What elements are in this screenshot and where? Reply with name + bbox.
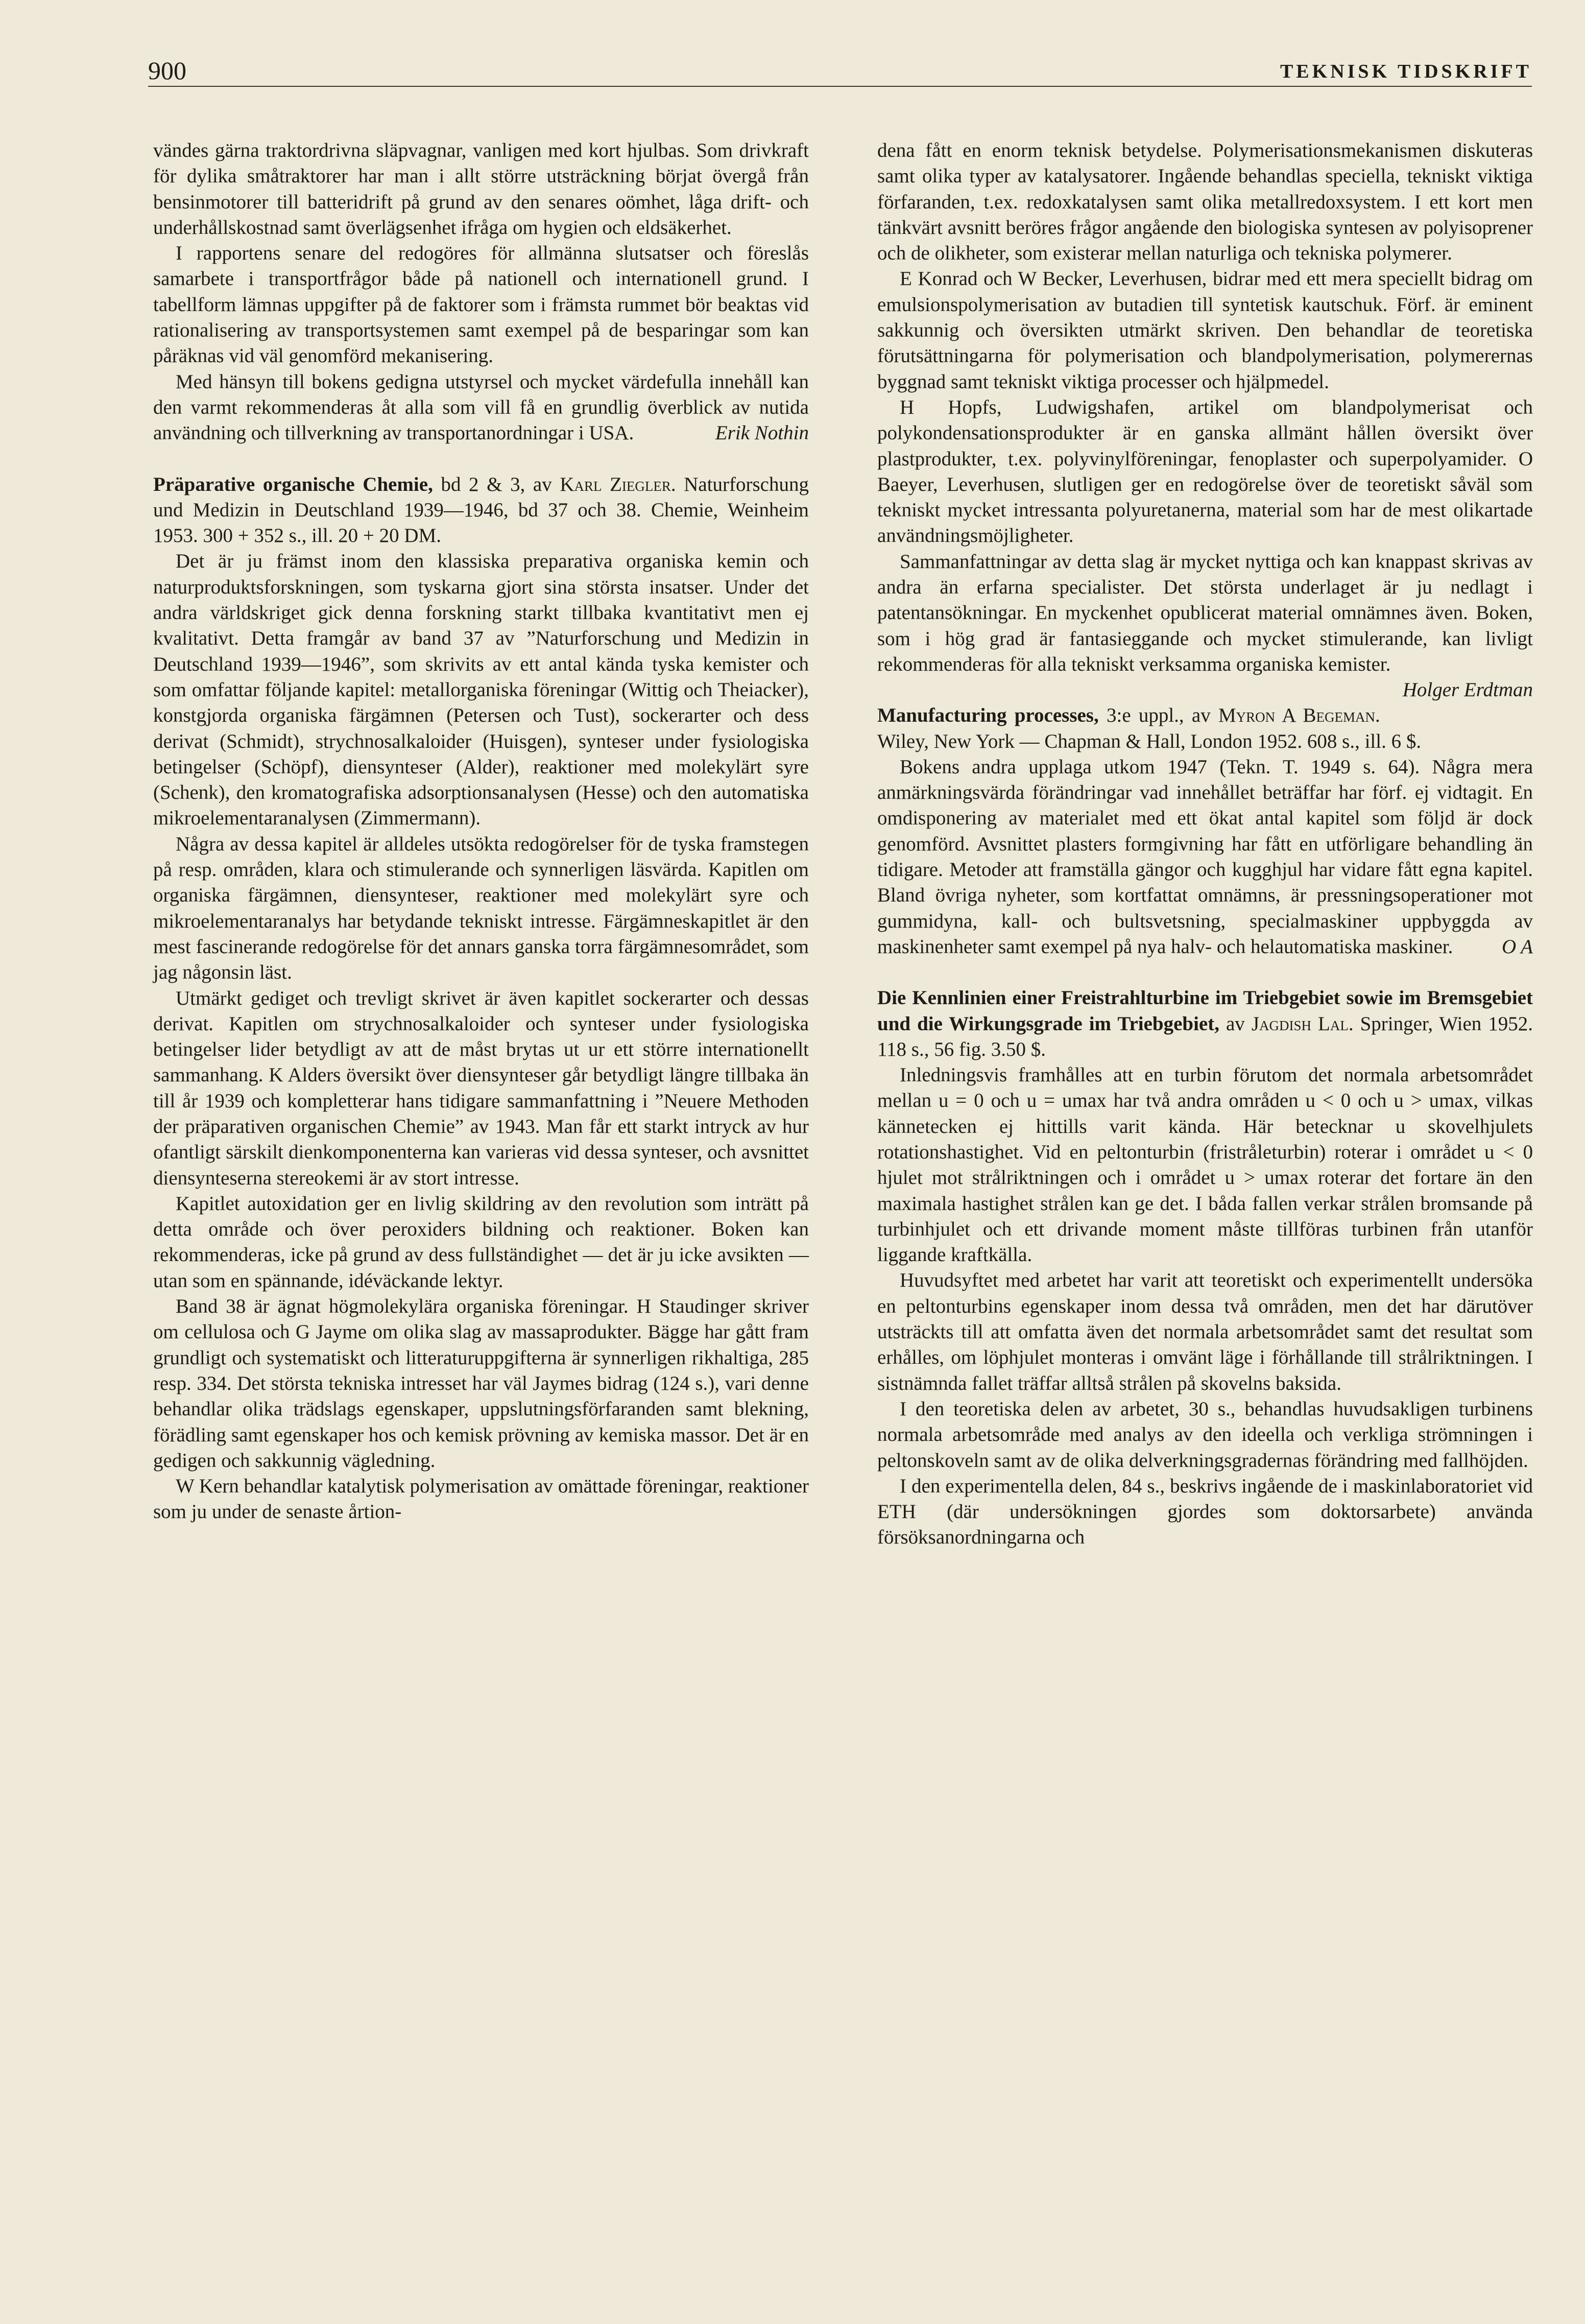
paragraph-text: Bokens andra upplaga utkom 1947 (Tekn. T. 1949 s. 64). Några mera anmärkningsvärda förändringar vad innehållet beträffar har förf. ej vidtagit. En omdisponering av materialet med ett ökat antal kapitel som följd är dock genomförd. Avsnittet plasters formgivning har fått en utförligare behandling än tidigare. Metoder att framställa gängor och kugghjul har vidare fått egna kapitel. Bland övriga nyheter, som kortfattat omnämns, är pressningsoperationer mot gummidyna, kall- och bultsvetsning, specialmaskiner uppbyggda av maskinenheter samt exempel på nya halv- och helautomatiska maskiner. — [877, 755, 1533, 958]
paragraph: Inledningsvis framhålles att en turbin förutom det normala arbetsområdet mellan u = 0 och u = umax har två andra områden u < 0 och u > umax, vilkas kännetecken ej hittills varit kända. Här betecknar u skovelhjulets rotationshastighet. Vid en peltonturbin (fristråleturbin) roterar i området u < 0 hjulet mot strålriktningen och i området u > umax roterar det fortare än den maximala hastighet strålen kan ge det. I båda fallen verkar strålen bromsande på turbinhjulet och ett drivande moment måste tillföras turbinen från utanför liggande kraftkälla. — [877, 1064, 1533, 1266]
paragraph: I den experimentella delen, 84 s., beskrivs ingående de i maskinlaboratoriet vid ETH (där undersökningen gjordes som doktorsarbete) använda försöksanordningarna och — [877, 1475, 1533, 1549]
book-title: Manufacturing processes, — [877, 704, 1099, 727]
journal-title: TEKNISK TIDSKRIFT — [1280, 61, 1532, 82]
paragraph: vändes gärna traktordrivna släpvagnar, vanligen med kort hjulbas. Som drivkraft för dylika småtraktorer har man i allt större utsträckning börjat övergå från bensinmotorer till batteridrift på grund av den senares oömhet, låga drift- och underhållskostnad samt överlägsenhet ifråga om hygien och eldsäkerhet. — [153, 139, 809, 239]
reviewer-signature: O A — [1501, 935, 1533, 958]
book-author: Jagdish Lal — [1251, 1012, 1349, 1035]
right-column — [877, 138, 1533, 1551]
paragraph: I den teoretiska delen av arbetet, 30 s., behandlas huvudsakligen turbinens normala arbetsområde med analys av den ideella och verkliga strömningen i peltonskoveln samt av de olika delverkningsgradernas förändring med fallhöjden. — [877, 1397, 1533, 1472]
book-author: Myron A Begeman — [1218, 704, 1375, 727]
paragraph: H Hopfs, Ludwigshafen, artikel om blandpolymerisat och polykondensationsprodukter är en ganska allmänt hållen översikt över plastprodukter, t.ex. polyvinylföreningar, fenoplaster och superpolyamider. O Baeyer, Leverhusen, slutligen ger en redogörelse över de teoretiskt såväl som tekniskt mycket intressanta polyuretanerna, material som har de mest olikartade användningsmöjligheter. — [877, 396, 1533, 547]
book-author: Karl Ziegler — [560, 473, 671, 495]
paragraph-text: Med hänsyn till bokens gedigna utstyrsel och mycket värdefulla innehåll kan den varmt rekommenderas åt alla som vill få en grundlig överblick av nutida användning och tillverkning av transportanordningar i USA. — [153, 370, 809, 444]
book-title: Die Kennlinien einer Freistrahlturbine im Triebgebiet sowie im Bremsgebiet und die Wirkungsgrade im Triebgebiet, — [877, 987, 1533, 1035]
paragraph: Utmärkt gediget och trevligt skrivet är även kapitlet sockerarter och dessas derivat. Kapitlen om strychnosalkaloider och synteser under fysiologiska betingelser lider betydligt av att de måst brytas ut ur ett större internationellt sammanhang. K Alders översikt över diensynteser går betydligt längre tillbaka än till år 1939 och kompletterar hans tidigare sammanfattning i ”Neuere Methoden der präparativen organischen Chemie” av 1943. Man får ett starkt intryck av hur ofantligt särskilt dienkomponenterna kan varieras vid dessa synteser, och avsnittet diensynteserna stereokemi är av stort intresse. — [153, 987, 809, 1189]
paragraph: E Konrad och W Becker, Leverhusen, bidrar med ett mera speciellt bidrag om emulsionspolymerisation av butadien till syntetisk kautschuk. Förf. är eminent sakkunnig och översikten utmärkt skriven. Den behandlar de teoretiska förutsättningarna för polymerisation och blandpolymerisation, polymerernas byggnad samt tekniskt viktiga processer och hjälpmedel. — [877, 268, 1533, 393]
paragraph: Några av dessa kapitel är alldeles utsökta redogörelser för de tyska framstegen på resp. områden, klara och stimulerande och synnerligen läsvärda. Kapitlen om organiska färgämnen, diensynteser, reaktioner med molekylärt syre och mikroelementaranalys har betydande tekniskt intresse. Färgämneskapitlet är den mest fascinerande redogörelse för det annars ganska torra färgämnesområdet, som jag någonsin läst. — [153, 833, 809, 984]
paragraph: Kapitlet autoxidation ger en livlig skildring av den revolution som inträtt på detta område och över peroxiders bildning och reaktioner. Boken kan rekommenderas, icke på grund av dess fullständighet — det är ju icke avsikten — utan som en spännande, idéväckande lektyr. — [153, 1192, 809, 1292]
book-entry-heading: Die Kennlinien einer Freistrahlturbine im Triebgebiet sowie im Bremsgebiet und die Wirkungsgrade im Triebgebiet, av Jagdish Lal. Springer, Wien 1952. 118 s., 56 fig. 3.50 $. — [877, 987, 1533, 1060]
reviewer-signature: Holger Erdtman — [1402, 679, 1533, 701]
paragraph — [877, 754, 1533, 960]
book-title: Präparative organische Chemie, — [153, 473, 433, 495]
paragraph — [153, 369, 809, 446]
paragraph-text: Sammanfattningar av detta slag är mycket nyttiga och kan knappast skrivas av andra än erfarna specialister. Det största underlaget är ju nedlagt i patentansökningar. En myckenhet opublicerat material omnämnes även. Boken, som i hög grad är fantasieggande och mycket stimulerande, kan livligt rekommenderas för alla tekniskt verksamma organiska kemister. — [877, 550, 1533, 675]
page-header — [148, 55, 1532, 87]
book-entry-heading: Manufacturing processes, 3:e uppl., av Myron A Begeman. Wiley, New York — Chapman & Hall, London 1952. 608 s., ill. 6 $. — [877, 704, 1422, 752]
reviewer-signature: Erik Nothin — [715, 422, 809, 444]
paragraph: Det är ju främst inom den klassiska preparativa organiska kemin och naturproduktsforskningen, som tyskarna gjort sina största insatser. Under det andra världskriget gick denna forskning starkt tillbaka kvantitativt men ej kvalitativt. Detta framgår av band 37 av ”Naturforschung und Medizin in Deutschland 1939—1946”, som skrivits av ett antal kända tyska kemister och som omfattar följande kapitel: metallorganiska föreningar (Wittig och Theiacker), konstgjorda organiska färgämnen (Petersen och Tust), sockerarter och dess derivat (Schmidt), strychnosalkaloider (Huisgen), synteser under fysiologiska betingelser (Schöpf), diensynteser (Alder), reaktioner med molekylärt syre (Schenk), den kromatografiska adsorptionsanalysen (Hesse) och den automatiska mikroelementaranalysen (Zimmermann). — [153, 550, 809, 829]
left-column — [153, 138, 809, 1525]
page-number: 900 — [148, 56, 186, 85]
book-entry-heading: Präparative organische Chemie, bd 2 & 3, av Karl Ziegler. Naturforschung und Medizin in Deutschland 1939—1946, bd 37 och 38. Chemie, Weinheim 1953. 300 + 352 s., ill. 20 + 20 DM. — [153, 473, 809, 547]
paragraph — [877, 549, 1533, 701]
paragraph: dena fått en enorm teknisk betydelse. Polymerisationsmekanismen diskuteras samt olika typer av katalysatorer. Ingående behandlas speciella, tekniskt viktiga förfaranden, t.ex. redoxkatalysen samt olika metallredoxsystem. I ett kort men tänkvärt avsnitt beröres frågor angående den biologiska syntesen av polyisoprener och de olikheter, som existerar mellan naturliga och tekniska polymerer. — [877, 139, 1533, 265]
paragraph: I rapportens senare del redogöres för allmänna slutsatser och föreslås samarbete i transportfrågor både på nationell och internationell grund. I tabellform lämnas uppgifter på de faktorer som i främsta rummet bör beaktas vid rationalisering av transportsystemen samt exempel på de besparingar som kan påräknas vid väl genomförd mekanisering. — [153, 242, 809, 367]
paragraph: Huvudsyftet med arbetet har varit att teoretiskt och experimentellt undersöka en peltonturbins egenskaper inom dessa två områden, men det har därutöver utsträckts till att omfatta även det normala arbetsområdet samt det resultat som erhålles, om löphjulet monteras i omvänt läge i förhållande till strålriktningen. I sistnämnda fallet träffar alltså strålen på skovelns baksida. — [877, 1269, 1533, 1394]
paragraph: Band 38 är ägnat högmolekylära organiska föreningar. H Staudinger skriver om cellulosa och G Jayme om olika slag av massaprodukter. Bägge har gått fram grundligt och systematiskt och litteraturuppgifterna är synnerligen rikhaltiga, 285 resp. 334. Det största tekniska intresset har väl Jaymes bidrag (124 s.), vari denne behandlar olika trädslags egenskaper, uppslutningsförfaranden samt blekning, förädling samt egenskaper hos och kemisk prövning av kemiska massor. Det är en gedigen och sakkunnig vägledning. — [153, 1295, 809, 1472]
paragraph: W Kern behandlar katalytisk polymerisation av omättade föreningar, reaktioner som ju under de senaste årtion- — [153, 1475, 809, 1523]
